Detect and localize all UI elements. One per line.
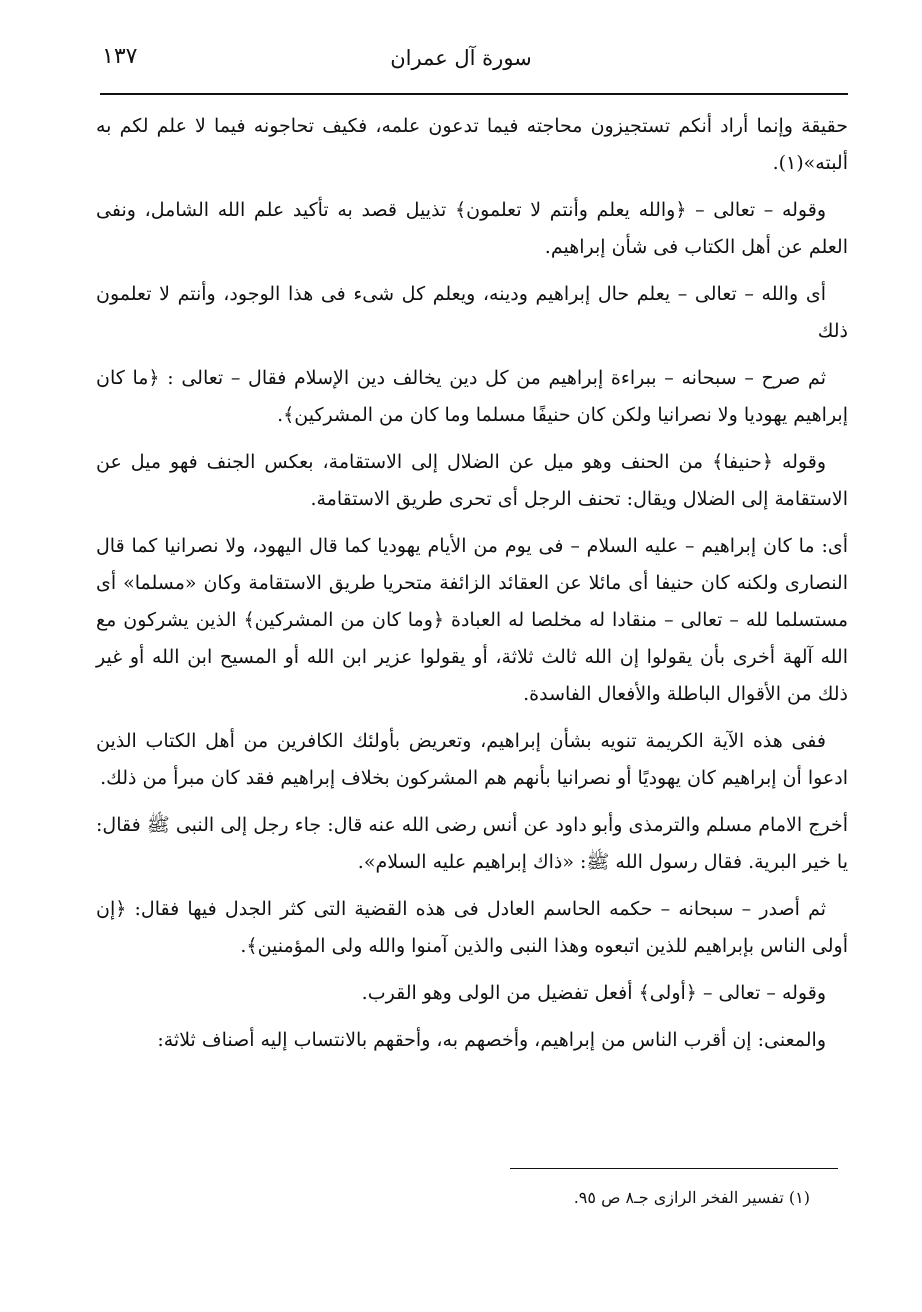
paragraph-4: ثم صرح – سبحانه – ببراءة إبراهيم من كل دين يخالف دين الإسلام فقال – تعالى : ﴿ما كان إبراهيم يهوديا ولا نصرانيا ولكن كان حنيفًا مسلما وما كان من المشركين﴾. [96, 367, 848, 426]
paragraph-1: حقيقة وإنما أراد أنكم تستجيزون محاجته فيما تدعون علمه، فكيف تحاجونه فيما لا علم لكم به ألبته»(١). [96, 115, 848, 174]
header-divider [100, 93, 848, 95]
footnote: (١) تفسير الفخر الرازى جـ٨ ص ٩٥. [573, 1188, 810, 1207]
running-title: سورة آل عمران [390, 46, 532, 70]
paragraph-10: وقوله – تعالى – ﴿أولى﴾ أفعل تفضيل من الولى وهو القرب. [361, 982, 826, 1004]
paragraph-11: والمعنى: إن أقرب الناس من إبراهيم، وأخصهم به، وأحقهم بالانتساب إليه أصناف ثلاثة: [157, 1029, 826, 1051]
paragraph-5: وقوله ﴿حنيفا﴾ من الحنف وهو ميل عن الضلال إلى الاستقامة، بعكس الجنف فهو ميل عن الاستقامة إلى الضلال ويقال: تحنف الرجل أى تحرى طريق الاستقامة. [96, 451, 848, 510]
page-number: ١٣٧ [102, 44, 138, 69]
paragraph-6: أى: ما كان إبراهيم – عليه السلام – فى يوم من الأيام يهوديا كما قال اليهود، ولا نصرانيا كما قال النصارى ولكنه كان حنيفا أى مائلا عن العقائد الزائفة متحريا طريق الاستقامة وكان «مسلما» أى مستسلما لله – تعالى – منقادا له مخلصا له العبادة ﴿وما كان من المشركين﴾ الذين يشركون مع الله آلهة أخرى بأن يقولوا إن الله ثالث ثلاثة، أو يقولوا عزير ابن الله أو المسيح ابن الله أو غير ذلك من الأقوال الباطلة والأفعال الفاسدة. [96, 535, 848, 705]
footnote-divider [510, 1168, 838, 1169]
paragraph-8: أخرج الامام مسلم والترمذى وأبو داود عن أنس رضى الله عنه قال: جاء رجل إلى النبى ﷺ فقال: يا خير البرية. فقال رسول الله ﷺ: «ذاك إبراهيم عليه السلام». [96, 814, 848, 873]
paragraph-2: وقوله – تعالى – ﴿والله يعلم وأنتم لا تعلمون﴾ تذييل قصد به تأكيد علم الله الشامل، ونفى العلم عن أهل الكتاب فى شأن إبراهيم. [96, 199, 848, 258]
paragraph-7: ففى هذه الآية الكريمة تنويه بشأن إبراهيم، وتعريض بأولئك الكافرين من أهل الكتاب الذين ادعوا أن إبراهيم كان يهوديًا أو نصرانيا بأنهم هم المشركون بخلاف إبراهيم فقد كان مبرأ من ذلك. [96, 730, 848, 789]
page-body [96, 108, 848, 1069]
paragraph-9: ثم أصدر – سبحانه – حكمه الحاسم العادل فى هذه القضية التى كثر الجدل فيها فقال: ﴿إن أولى الناس بإبراهيم للذين اتبعوه وهذا النبى والذين آمنوا والله ولى المؤمنين﴾. [96, 898, 848, 957]
paragraph-3: أى والله – تعالى – يعلم حال إبراهيم ودينه، ويعلم كل شىء فى هذا الوجود، وأنتم لا تعلمون ذلك [96, 283, 848, 342]
